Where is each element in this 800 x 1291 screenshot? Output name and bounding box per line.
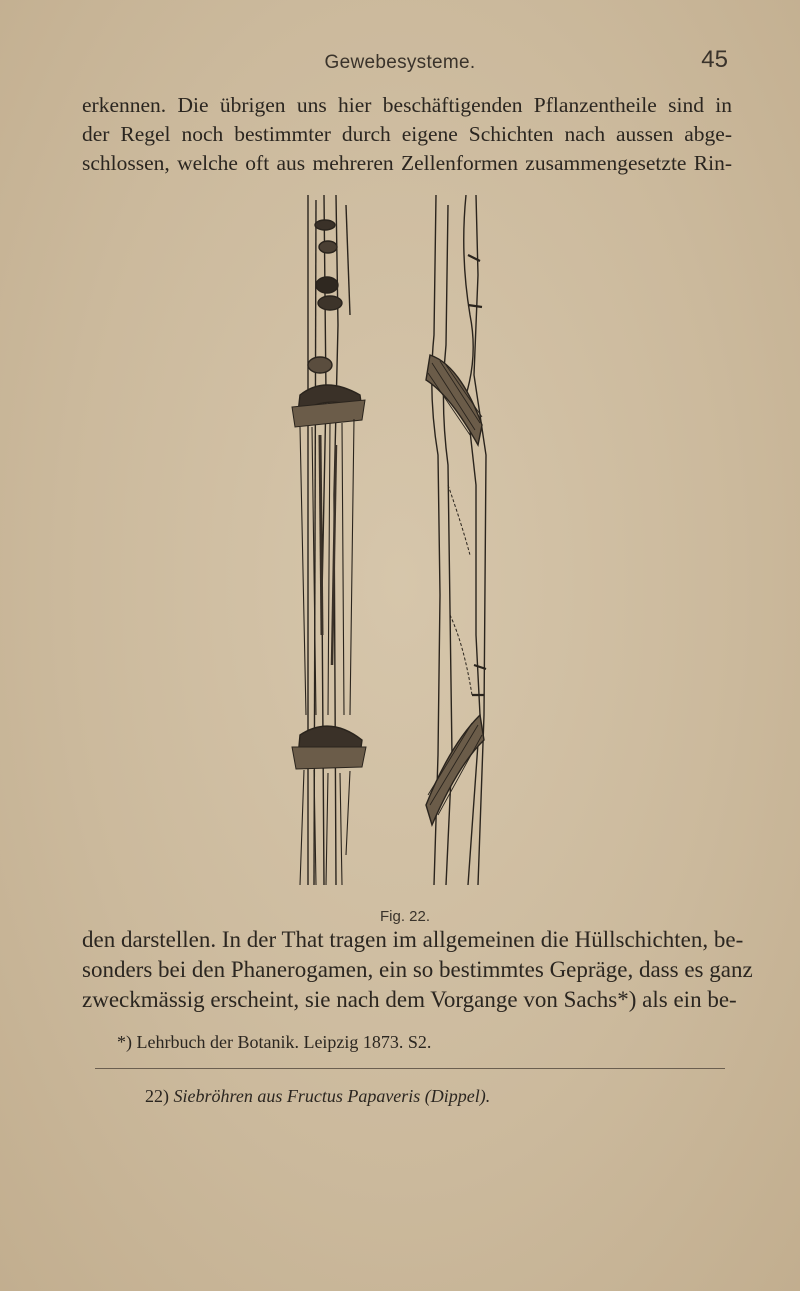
paragraph-line: der Regel noch bestimmter durch eigene Schichten nach aussen abge-: [82, 122, 732, 146]
left-sieve-tube-drawing: [292, 195, 366, 885]
running-title: Gewebesysteme.: [324, 52, 476, 73]
paragraph-1: [82, 91, 732, 178]
sieve-tube-illustration: [270, 195, 530, 895]
divider-rule: [95, 1068, 725, 1069]
footnote: *) Lehrbuch der Botanik. Leipzig 1873. S2.: [117, 1032, 432, 1052]
paragraph-line: zweckmässig erscheint, sie nach dem Vorgange von Sachs*) als ein be-: [82, 987, 737, 1012]
paragraph-line: schlossen, welche oft aus mehreren Zellenformen zusammengesetzte Rin-: [82, 151, 732, 175]
paragraph-2: [82, 925, 753, 1015]
page-number: 45: [701, 46, 728, 73]
paragraph-line: erkennen. Die übrigen uns hier beschäftigenden Pflanzentheile sind in: [82, 93, 732, 117]
figure-note-text: Siebröhren aus Fructus Papaveris (Dippel).: [173, 1086, 491, 1106]
paragraph-line: sonders bei den Phanerogamen, ein so bestimmtes Gepräge, dass es ganz: [82, 957, 753, 982]
figure-caption: Fig. 22.: [379, 908, 431, 925]
figure-illustration: [270, 195, 530, 895]
figure-note-number: 22): [145, 1086, 169, 1106]
figure-note: [145, 1086, 490, 1107]
paragraph-line: den darstellen. In der That tragen im allgemeinen die Hüllschichten, be-: [82, 927, 744, 952]
right-sieve-tube-drawing: [426, 195, 486, 885]
